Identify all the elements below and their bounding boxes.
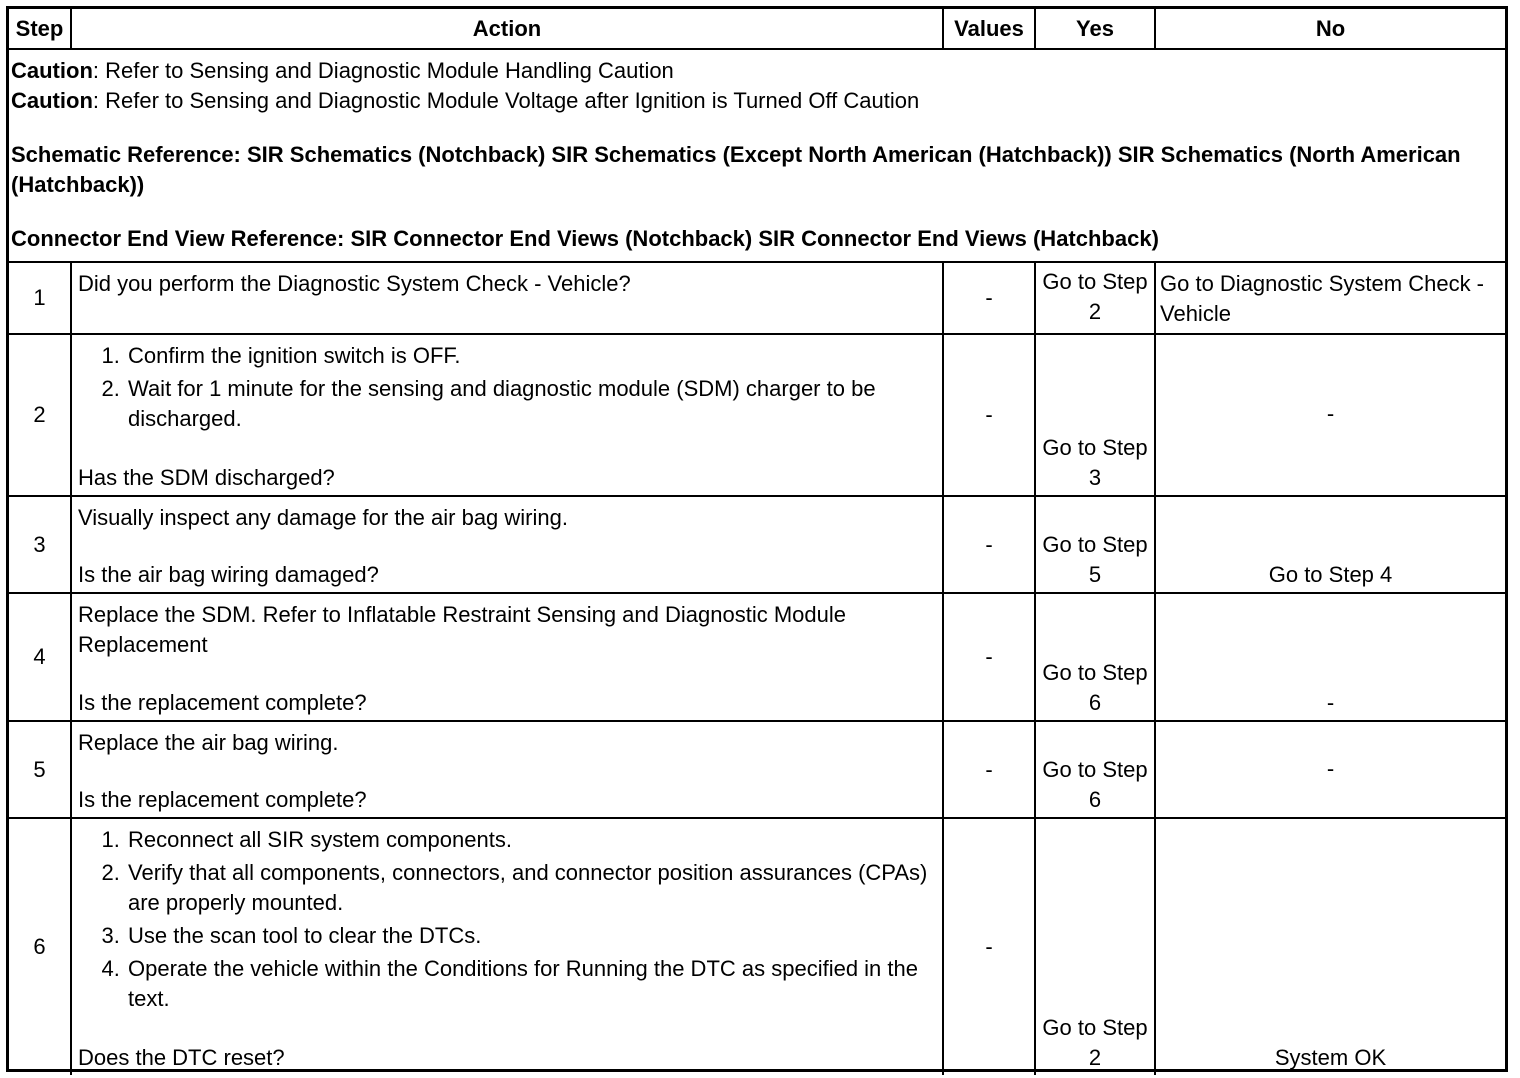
header-action: Action [71,9,943,49]
values-cell: - [943,721,1035,818]
values-cell: - [943,496,1035,593]
step-number: 4 [9,593,71,721]
no-cell: System OK [1155,818,1505,1075]
action-intro: Replace the air bag wiring. [78,730,339,755]
header-yes: Yes [1035,9,1155,49]
step-number: 3 [9,496,71,593]
diagnostic-table-frame [6,6,1508,1072]
no-cell: Go to Step 4 [1155,496,1505,593]
action-cell [71,721,943,818]
action-question: Is the air bag wiring damaged? [78,562,379,587]
connector-reference: Connector End View Reference: SIR Connector End Views (Notchback) SIR Connector End Views (Hatchback) [11,226,1159,251]
step-number: 5 [9,721,71,818]
header-row [9,9,1505,49]
info-cell [9,49,1505,262]
yes-cell: Go to Step 2 [1035,818,1155,1075]
info-row [9,49,1505,262]
yes-cell: Go to Step 5 [1035,496,1155,593]
no-cell: - [1155,593,1505,721]
list-item: 4. Operate the vehicle within the Conditions for Running the DTC as specified in the text. [126,954,936,1014]
action-cell [71,496,943,593]
step-number: 2 [9,334,71,496]
diagnostic-table [9,9,1505,1075]
values-cell: - [943,593,1035,721]
step-number: 1 [9,262,71,334]
action-intro: Replace the SDM. Refer to Inflatable Restraint Sensing and Diagnostic Module Replacement [78,602,846,657]
list-item: 2. Wait for 1 minute for the sensing and diagnostic module (SDM) charger to be discharged. [126,374,936,434]
values-cell: - [943,334,1035,496]
caution-1 [11,56,1503,86]
table-row [9,496,1505,593]
list-item: 1. Reconnect all SIR system components. [126,825,936,855]
header-values: Values [943,9,1035,49]
action-cell [71,818,943,1075]
action-cell [71,593,943,721]
table-row [9,818,1505,1075]
table-row [9,334,1505,496]
action-cell [71,262,943,334]
table-row [9,721,1505,818]
header-step: Step [9,9,71,49]
table-row [9,262,1505,334]
step-number: 6 [9,818,71,1075]
caution-2 [11,86,1503,116]
action-question: Has the SDM discharged? [78,465,335,490]
table-row [9,593,1505,721]
list-item: 2. Verify that all components, connectors, and connector position assurances (CPAs) are properly mounted. [126,858,936,918]
action-cell [71,334,943,496]
yes-cell: Go to Step 2 [1035,262,1155,334]
caution-2-text: : Refer to Sensing and Diagnostic Module Voltage after Ignition is Turned Off Caution [92,88,920,113]
yes-cell: Go to Step 6 [1035,593,1155,721]
action-steps [78,341,936,437]
action-intro: Visually inspect any damage for the air bag wiring. [78,505,568,530]
action-question: Is the replacement complete? [78,787,367,812]
action-question: Did you perform the Diagnostic System Check - Vehicle? [78,271,631,296]
action-steps [78,825,936,1017]
schematic-reference: Schematic Reference: SIR Schematics (Notchback) SIR Schematics (Except North American (Hatchback)) SIR Schematics (North American (Hatchback)) [11,142,1461,197]
caution-2-label: Caution [11,88,93,113]
no-cell: - [1155,721,1505,818]
caution-1-text: : Refer to Sensing and Diagnostic Module Handling Caution [92,58,674,83]
no-cell: - [1155,334,1505,496]
action-question: Does the DTC reset? [78,1045,285,1070]
caution-1-label: Caution [11,58,93,83]
header-no: No [1155,9,1505,49]
values-cell: - [943,818,1035,1075]
list-item: 1. Confirm the ignition switch is OFF. [126,341,936,371]
list-item: 3. Use the scan tool to clear the DTCs. [126,921,936,951]
yes-cell: Go to Step 3 [1035,334,1155,496]
yes-cell: Go to Step 6 [1035,721,1155,818]
values-cell: - [943,262,1035,334]
action-question: Is the replacement complete? [78,690,367,715]
no-cell: Go to Diagnostic System Check - Vehicle [1155,262,1505,334]
